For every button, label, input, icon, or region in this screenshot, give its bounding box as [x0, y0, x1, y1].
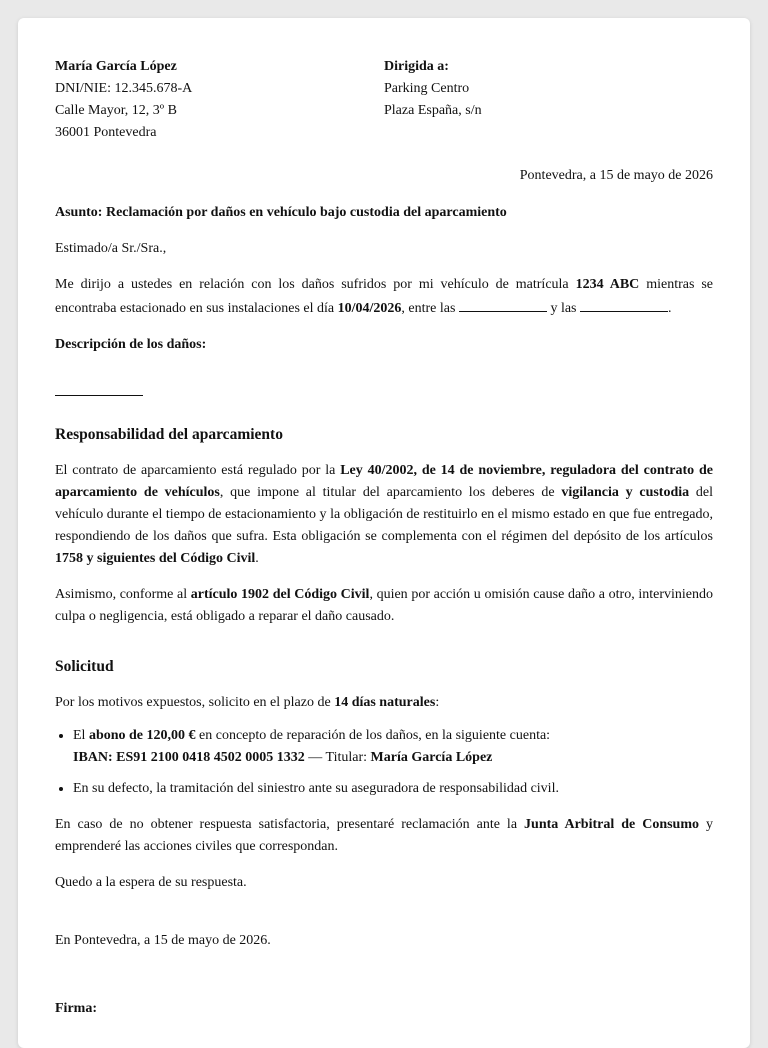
item1-text-3: — Titular: — [304, 750, 371, 765]
payment-amount: abono de 120,00 € — [88, 728, 196, 743]
request-text-1: Por los motivos expuestos, solicito en el plazo de — [55, 695, 335, 710]
start-time-blank — [459, 296, 547, 312]
iban: IBAN: ES91 2100 0418 4502 0005 1332 — [73, 750, 305, 765]
damage-description-blank — [55, 394, 143, 396]
responsibility-paragraph-1 — [55, 460, 713, 570]
letter-content — [55, 56, 713, 1020]
item1-text-2: en concepto de reparación de los daños, en la siguiente cuenta: — [195, 728, 551, 743]
request-intro — [55, 692, 713, 714]
law-reference: Ley 40/2002, de 14 de noviembre, reguladora del contrato de aparcamiento de vehículos — [55, 463, 714, 500]
recipient-label: Dirigida a: — [384, 59, 449, 74]
letter-date: Pontevedra, a 15 de mayo de 2026 — [519, 168, 713, 183]
intro-text-4: y las — [546, 301, 580, 316]
sender-address: Calle Mayor, 12, 3º B — [55, 103, 177, 118]
closing-paragraph — [55, 814, 713, 858]
closing-text-1: En caso de no obtener respuesta satisfactoria, presentaré reclamación ante la — [55, 817, 525, 832]
resp2-text-1: Asimismo, conforme al — [55, 587, 191, 602]
duties-reference: vigilancia y custodia — [561, 485, 690, 500]
intro-text-3: , entre las — [401, 301, 459, 316]
incident-date: 10/04/2026 — [337, 301, 402, 316]
greeting: Estimado/a Sr./Sra., — [55, 241, 167, 256]
recipient-address: Plaza España, s/n — [384, 103, 482, 118]
request-item-payment — [73, 724, 713, 769]
request-text-2: : — [435, 695, 440, 710]
sender-id: DNI/NIE: 12.345.678-A — [55, 81, 193, 96]
resp-text-1: El contrato de aparcamiento está regulado por la — [55, 463, 341, 478]
recipient-block — [384, 56, 713, 144]
request-list — [55, 724, 713, 800]
arbitration-board: Junta Arbitral de Consumo — [524, 817, 700, 832]
recipient-name: Parking Centro — [384, 81, 470, 96]
signature-label: Firma: — [55, 1001, 97, 1016]
intro-paragraph — [55, 274, 713, 320]
end-time-blank — [580, 296, 668, 312]
damage-description-label: Descripción de los daños: — [55, 337, 207, 352]
letter-subject: Asunto: Reclamación por daños en vehículo bajo custodia del aparcamiento — [55, 205, 507, 220]
resp-text-2: , que impone al titular del aparcamiento los deberes de — [219, 485, 562, 500]
closing-date: En Pontevedra, a 15 de mayo de 2026. — [55, 933, 271, 948]
closing-text-2: y emprenderé las acciones civiles que correspondan. — [55, 817, 714, 854]
item1-text-1: El — [73, 728, 89, 743]
resp-text-4: . — [255, 551, 259, 566]
request-item-insurance: • En su defecto, la tramitación del siniestro ante su aseguradora de responsabilidad civil. — [73, 777, 713, 800]
license-plate: 1234 ABC — [575, 277, 640, 292]
responsibility-heading: Responsabilidad del aparcamiento — [55, 426, 283, 443]
intro-text-5: . — [668, 301, 672, 316]
sender-block — [55, 56, 384, 144]
deadline: 14 días naturales — [334, 695, 436, 710]
await-response: Quedo a la espera de su respuesta. — [55, 875, 247, 890]
resp2-text-2: , quien por acción u omisión cause daño a otro, interviniendo culpa o negligencia, está obligado a reparar el daño causado. — [55, 587, 713, 624]
civil-code-articles: 1758 y siguientes del Código Civil — [55, 551, 256, 566]
article-1902-reference: artículo 1902 del Código Civil — [190, 587, 370, 602]
responsibility-paragraph-2 — [55, 584, 713, 628]
account-holder: María García López — [370, 750, 493, 765]
resp-text-3: del vehículo durante el tiempo de estacionamiento y la obligación de restituirlo en el mismo estado en que fue entregado, respondiendo de los daños que sufra. Esta obligación se complementa con el régimen del depósito de los artículos — [55, 485, 713, 544]
sender-city: 36001 Pontevedra — [55, 125, 157, 140]
sender-name: María García López — [55, 59, 177, 74]
intro-text-1: Me dirijo a ustedes en relación con los daños sufridos por mi vehículo de matrícula — [55, 277, 576, 292]
intro-text-2: mientras se encontraba estacionado en sus instalaciones el día — [55, 277, 713, 316]
letter-header — [55, 56, 713, 144]
document-page — [18, 18, 750, 1048]
request-heading: Solicitud — [55, 658, 114, 675]
